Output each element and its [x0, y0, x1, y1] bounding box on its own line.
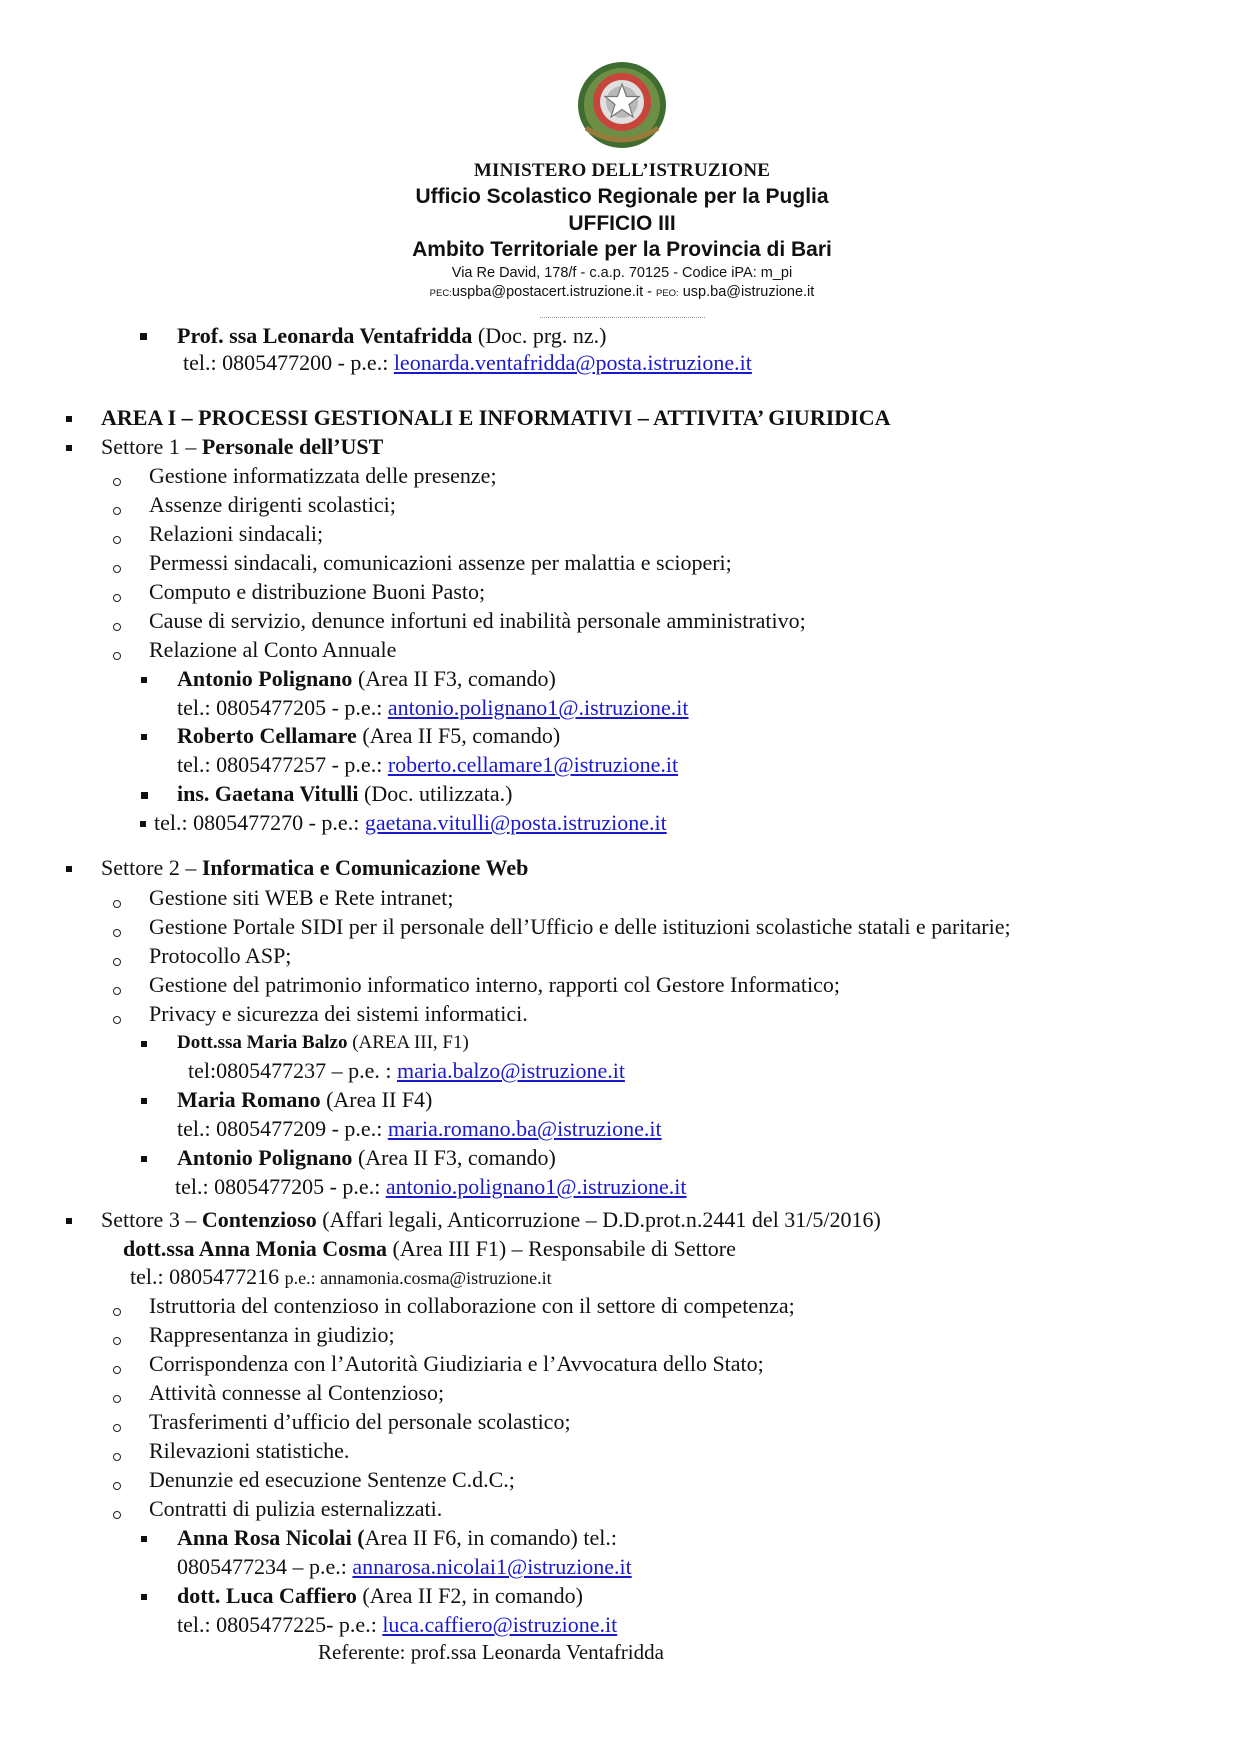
settore-1-task: Relazione al Conto Annuale: [149, 637, 397, 662]
circle-bullet: [113, 958, 121, 966]
circle-bullet: [113, 594, 121, 602]
circle-bullet: [113, 1482, 121, 1490]
settore-3-task: Istruttoria del contenzioso in collaborazione con il settore di competenza;: [149, 1293, 795, 1318]
staff-name: Antonio Polignano: [177, 1145, 353, 1170]
bullet: [66, 445, 72, 451]
circle-bullet: [113, 623, 121, 631]
head-person-name: Prof. ssa Leonarda Ventafridda: [177, 323, 473, 348]
settore-3-task: Rappresentanza in giudizio;: [149, 1322, 395, 1347]
settore-2-task: Protocollo ASP;: [149, 943, 292, 968]
circle-bullet: [113, 565, 121, 573]
bullet: [66, 866, 72, 872]
staff-role: (Area II F4): [320, 1087, 433, 1112]
circle-bullet: [113, 1308, 121, 1316]
ministry-title: MINISTERO DELL’ISTRUZIONE: [473, 160, 771, 181]
bullet: [140, 821, 146, 827]
circle-bullet: [113, 929, 121, 937]
bullet: [141, 1041, 147, 1047]
peo-address: usp.ba@istruzione.it: [682, 284, 815, 300]
staff-name: Antonio Polignano: [177, 666, 353, 691]
territory-title: Ambito Territoriale per la Provincia di Bari: [412, 238, 832, 261]
circle-bullet: [113, 1016, 121, 1024]
circle-bullet: [113, 1395, 121, 1403]
bullet: [141, 792, 148, 799]
staff-email-link[interactable]: luca.caffiero@istruzione.it: [382, 1612, 618, 1637]
area-title: AREA I – PROCESSI GESTIONALI E INFORMATIVI – ATTIVITA’ GIURIDICA: [101, 405, 891, 430]
mail-separator: -: [643, 284, 656, 300]
head-person-email-link[interactable]: leonarda.ventafridda@posta.istruzione.it: [393, 350, 752, 375]
settore-1-task: Gestione informatizzata delle presenze;: [149, 463, 497, 488]
settore-3-head-role: (Area III F1) – Responsabile di Settore: [387, 1236, 736, 1261]
staff-entry: [177, 666, 556, 692]
staff-entry: [177, 1087, 432, 1113]
bullet: [140, 333, 147, 340]
circle-bullet: [113, 536, 121, 544]
settore-3-detail: (Affari legali, Anticorruzione – D.D.prot.n.2441 del 31/5/2016): [316, 1207, 881, 1232]
settore-3-head: [123, 1236, 736, 1262]
settore-3-head-name: dott.ssa Anna Monia Cosma: [123, 1236, 388, 1261]
settore-2-task: Privacy e sicurezza dei sistemi informatici.: [149, 1001, 528, 1026]
bullet: [141, 1156, 147, 1162]
staff-name: dott. Luca Caffiero: [177, 1583, 357, 1608]
staff-contact: tel.: 0805477270 - p.e.: gaetana.vitulli@posta.istruzione.it: [154, 810, 667, 835]
bullet: [66, 416, 72, 422]
bullet: [66, 1218, 72, 1224]
circle-bullet: [113, 1453, 121, 1461]
settore-3-task: Corrispondenza con l’Autorità Giudiziaria e l’Avvocatura dello Stato;: [149, 1351, 764, 1376]
head-person-tel: tel.: 0805477200 - p.e.:: [183, 350, 394, 375]
circle-bullet: [113, 1366, 121, 1374]
staff-name: Dott.ssa Maria Balzo: [177, 1032, 348, 1053]
staff-entry: [177, 781, 512, 807]
circle-bullet: [113, 478, 121, 486]
settore-1-task: Relazioni sindacali;: [149, 521, 324, 546]
staff-name: Maria Romano: [177, 1087, 321, 1112]
settore-3-name: Contenzioso: [201, 1207, 317, 1232]
staff-name: ins. Gaetana Vitulli: [177, 781, 359, 806]
staff-email-link[interactable]: maria.romano.ba@istruzione.it: [387, 1116, 662, 1141]
settore-2-task: Gestione siti WEB e Rete intranet;: [149, 885, 454, 910]
republic-emblem: [572, 58, 672, 152]
staff-role: Area II F6, in comando) tel.:: [364, 1525, 617, 1550]
staff-name: Roberto Cellamare: [177, 723, 357, 748]
staff-contact: tel.: 0805477257 - p.e.: roberto.cellamare1@istruzione.it: [177, 752, 679, 777]
staff-name: Anna Rosa Nicolai (: [177, 1525, 365, 1550]
staff-email-link[interactable]: antonio.polignano1@.istruzione.it: [385, 1174, 687, 1199]
settore-2-name: Informatica e Comunicazione Web: [201, 855, 529, 880]
staff-entry: [177, 1583, 583, 1609]
staff-email-link[interactable]: antonio.polignano1@.istruzione.it: [387, 695, 689, 720]
circle-bullet: [113, 507, 121, 515]
settore-1-task: Computo e distribuzione Buoni Pasto;: [149, 579, 486, 604]
staff-entry: [177, 723, 560, 749]
settore-3-head-email: p.e.: annamonia.cosma@istruzione.it: [284, 1268, 552, 1288]
staff-contact: tel.: 0805477209 - p.e.: maria.romano.ba@istruzione.it: [177, 1116, 662, 1141]
staff-contact: tel.: 0805477205 - p.e.: antonio.polignano1@.istruzione.it: [175, 1174, 687, 1199]
staff-contact: 0805477234 – p.e.: annarosa.nicolai1@istruzione.it: [177, 1554, 632, 1579]
settore-1-task: Permessi sindacali, comunicazioni assenze per malattia e scioperi;: [149, 550, 732, 575]
settore-1-heading: Settore 1 – Personale dell’UST: [101, 434, 384, 459]
header-divider: [540, 317, 705, 318]
bullet: [141, 1536, 147, 1542]
circle-bullet: [113, 1511, 121, 1519]
staff-email-link[interactable]: annarosa.nicolai1@istruzione.it: [352, 1554, 632, 1579]
settore-3-heading: Settore 3 – Contenzioso (Affari legali, Anticorruzione – D.D.prot.n.2441 del 31/5/2016): [101, 1207, 881, 1232]
staff-role: (Doc. utilizzata.): [358, 781, 513, 806]
referente-note: Referente: prof.ssa Leonarda Ventafridda: [318, 1640, 664, 1664]
settore-2-heading: Settore 2 – Informatica e Comunicazione Web: [101, 855, 529, 880]
circle-bullet: [113, 1424, 121, 1432]
settore-3-task: Trasferimenti d’ufficio del personale scolastico;: [149, 1409, 571, 1434]
staff-contact: tel.: 0805477205 - p.e.: antonio.polignano1@.istruzione.it: [177, 695, 689, 720]
staff-entry: [177, 1030, 469, 1056]
staff-contact: tel.: 0805477225- p.e.: luca.caffiero@istruzione.it: [177, 1612, 618, 1637]
staff-email-link[interactable]: roberto.cellamare1@istruzione.it: [387, 752, 679, 777]
pec-label: PEC:: [429, 288, 452, 299]
head-person-line: [177, 323, 606, 349]
settore-3-task: Attività connesse al Contenzioso;: [149, 1380, 445, 1405]
circle-bullet: [113, 900, 121, 908]
circle-bullet: [113, 1337, 121, 1345]
settore-3-task: Contratti di pulizia esternalizzati.: [149, 1496, 443, 1521]
settore-3-task: Rilevazioni statistiche.: [149, 1438, 350, 1463]
bullet: [141, 734, 147, 740]
office-title: UFFICIO III: [568, 212, 676, 235]
staff-email-link[interactable]: gaetana.vitulli@posta.istruzione.it: [364, 810, 667, 835]
peo-label: PEO:: [655, 288, 679, 299]
regional-office-title: Ufficio Scolastico Regionale per la Puglia: [415, 185, 829, 208]
staff-entry: [177, 1145, 556, 1171]
staff-role: (Area II F2, in comando): [356, 1583, 583, 1608]
settore-1-task: Assenze dirigenti scolastici;: [149, 492, 396, 517]
bullet: [141, 1098, 147, 1104]
office-mail-line: [0, 284, 1244, 300]
office-address: Via Re David, 178/f - c.a.p. 70125 - Codice iPA: m_pi: [451, 265, 793, 281]
staff-email-link[interactable]: maria.balzo@istruzione.it: [396, 1058, 625, 1083]
staff-role: (Area II F3, comando): [352, 1145, 556, 1170]
head-person-contact: [183, 350, 752, 376]
settore-1-task: Cause di servizio, denunce infortuni ed inabilità personale amministrativo;: [149, 608, 806, 633]
settore-2-task: Gestione Portale SIDI per il personale dell’Ufficio e delle istituzioni scolastiche statali e paritarie;: [149, 914, 1011, 939]
settore-1-name: Personale dell’UST: [201, 434, 384, 459]
staff-role: (Area II F5, comando): [356, 723, 561, 748]
staff-entry: [177, 1525, 617, 1551]
staff-role: (Area II F3, comando): [352, 666, 556, 691]
pec-address: uspba@postacert.istruzione.it: [451, 284, 644, 300]
settore-3-task: Denunzie ed esecuzione Sentenze C.d.C.;: [149, 1467, 515, 1492]
circle-bullet: [113, 987, 121, 995]
staff-contact: tel:0805477237 – p.e. : maria.balzo@istruzione.it: [188, 1058, 625, 1083]
circle-bullet: [113, 652, 121, 660]
settore-2-task: Gestione del patrimonio informatico interno, rapporti col Gestore Informatico;: [149, 972, 840, 997]
staff-role: (AREA III, F1): [347, 1032, 469, 1053]
head-person-role: (Doc. prg. nz.): [472, 323, 607, 348]
bullet: [141, 677, 147, 683]
settore-3-head-contact: tel.: 0805477216 p.e.: annamonia.cosma@istruzione.it: [130, 1264, 552, 1289]
bullet: [141, 1594, 147, 1600]
